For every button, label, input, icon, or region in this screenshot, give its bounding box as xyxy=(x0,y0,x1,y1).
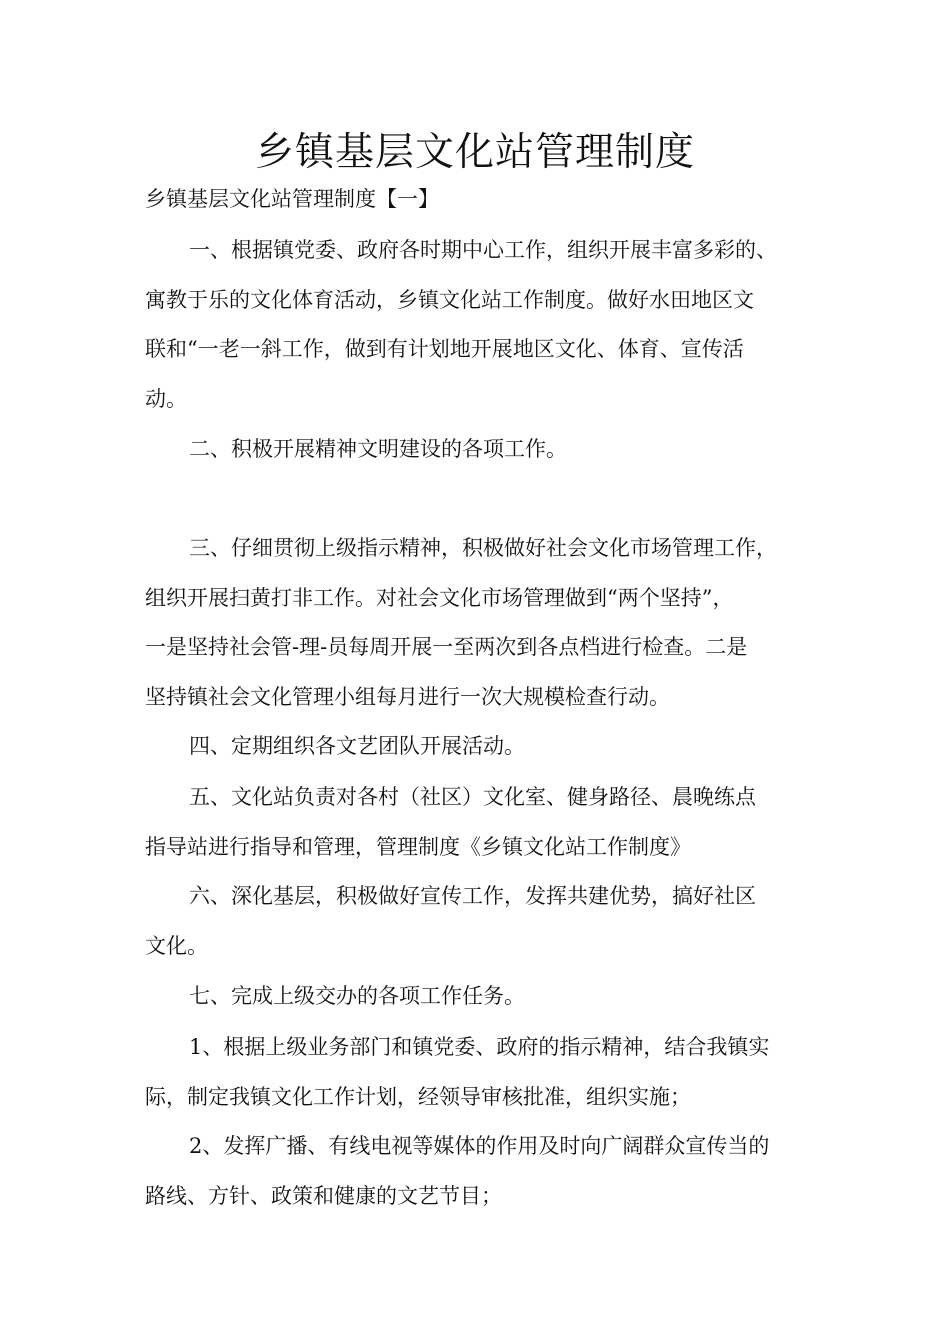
paragraph-1-line: 联和“一老一斜工作，做到有计划地开展地区文化、体育、宣传活 xyxy=(145,337,744,361)
paragraph-8-line: 际，制定我镇文化工作计划，经领导审核批准，组织实施； xyxy=(145,1084,691,1109)
paragraph-1-line: 寓教于乐的文化体育活动，乡镇文化站工作制度。做好水田地区文 xyxy=(145,287,754,312)
paragraph-1-line: 一、根据镇党委、政府各时期中心工作，组织开展丰富多彩的、 xyxy=(189,238,777,262)
paragraph-7 xyxy=(145,972,813,1022)
paragraph-3-line: 组织开展扫黄打非工作。对社会文化市场管理做到“两个坚持”， xyxy=(145,585,734,610)
paragraph-3-line: 坚持镇社会文化管理小组每月进行一次大规模检查行动。 xyxy=(145,684,670,709)
paragraph-3 xyxy=(145,524,813,722)
paragraph-9-line: 路线、方针、政策和健康的文艺节目； xyxy=(145,1183,502,1208)
paragraph-9-line: 2、发挥广播、有线电视等媒体的作用及时向广阔群众宣传当的 xyxy=(189,1134,770,1158)
paragraph-2 xyxy=(145,425,813,475)
document-subtitle: 乡镇基层文化站管理制度【一】 xyxy=(145,187,439,211)
paragraph-6 xyxy=(145,872,813,971)
paragraph-5 xyxy=(145,773,813,872)
paragraph-3-line: 一是坚持社会管-理-员每周开展一至两次到各点档进行检查。二是 xyxy=(145,635,748,659)
paragraph-2-line: 二、积极开展精神文明建设的各项工作。 xyxy=(189,437,567,461)
paragraph-8 xyxy=(145,1023,813,1122)
paragraph-1-line: 动。 xyxy=(145,386,187,411)
paragraph-6-line: 文化。 xyxy=(145,933,208,958)
paragraph-3-line: 三、仔细贯彻上级指示精神，积极做好社会文化市场管理工作， xyxy=(189,536,777,560)
paragraph-6-line: 六、深化基层，积极做好宣传工作，发挥共建优势，搞好社区 xyxy=(189,884,756,908)
paragraph-9 xyxy=(145,1122,813,1221)
paragraph-1 xyxy=(145,226,813,424)
document-title: 乡镇基层文化站管理制度 xyxy=(254,130,695,175)
paragraph-8-line: 1、根据上级业务部门和镇党委、政府的指示精神，结合我镇实 xyxy=(189,1035,770,1059)
paragraph-5-line: 五、文化站负责对各村（社区）文化室、健身路径、晨晚练点 xyxy=(189,785,756,809)
paragraph-4-line: 四、定期组织各文艺团队开展活动。 xyxy=(189,734,525,758)
paragraph-7-line: 七、完成上级交办的各项工作任务。 xyxy=(189,984,525,1008)
paragraph-5-line: 指导站进行指导和管理，管理制度《乡镇文化站工作制度》 xyxy=(145,834,691,859)
paragraph-4 xyxy=(145,722,813,772)
